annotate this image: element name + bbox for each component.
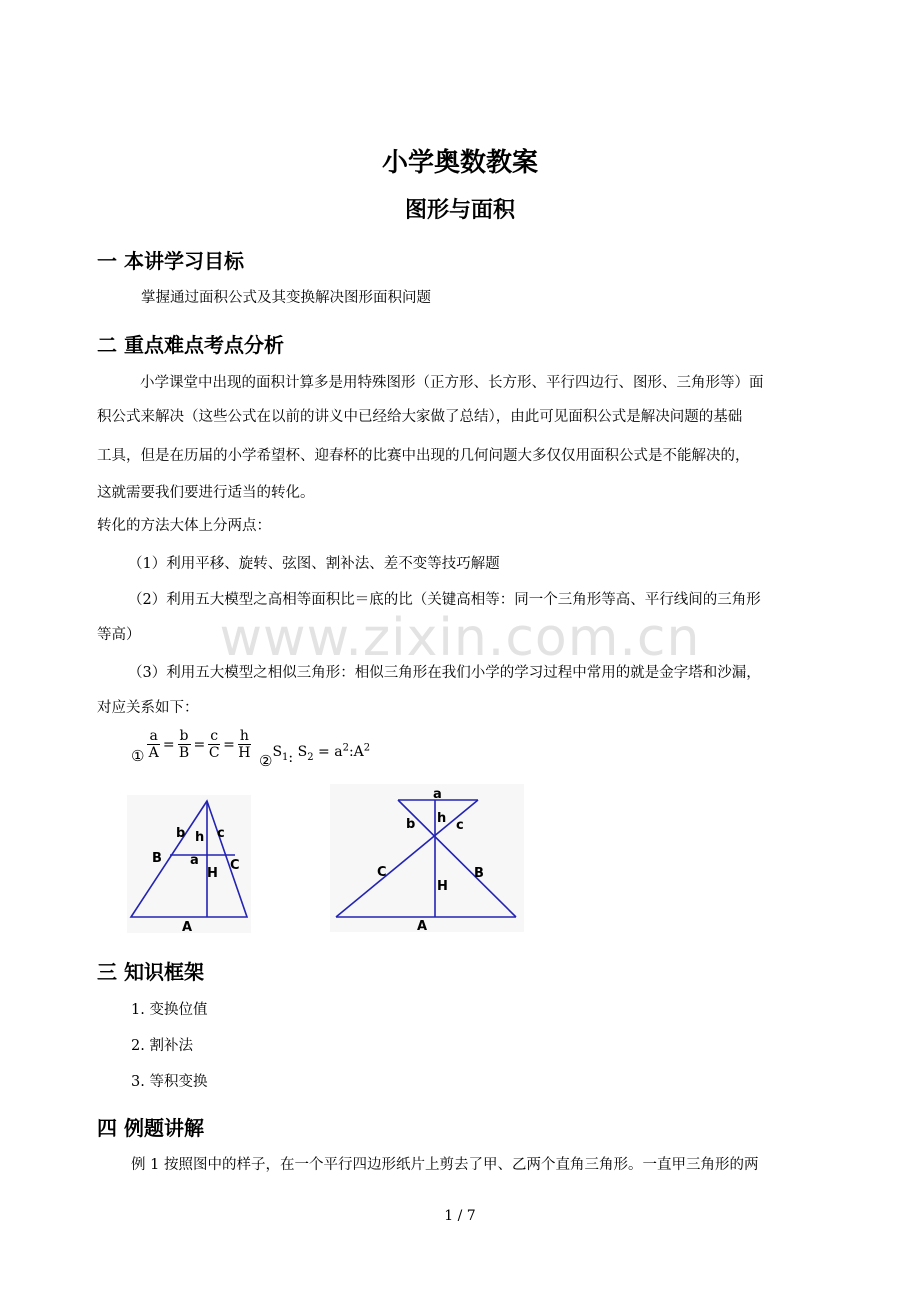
equals: = xyxy=(318,744,330,760)
equals: = xyxy=(223,737,235,753)
equals: = xyxy=(193,737,206,753)
label-a: a xyxy=(190,853,199,868)
paragraph-line: 积公式来解决（这些公式在以前的讲义中已经给大家做了总结），由此可见面积公式是解决问题的基础 xyxy=(97,409,743,425)
area-s2: S xyxy=(297,744,308,760)
section-3-heading: 三 知识框架 xyxy=(97,960,204,984)
label-h: h xyxy=(437,811,447,826)
page-number: 1 / 7 xyxy=(444,1208,476,1224)
label-b: b xyxy=(176,826,186,841)
fraction-a-A: $\frac{a}{A}$ xyxy=(148,728,159,761)
hourglass-figure xyxy=(330,784,524,932)
paragraph-line: 工具，但是在历届的小学希望杯、迎春杯的比赛中出现的几何问题大多仅仅用面积公式是不能解决的， xyxy=(97,448,750,464)
paragraph-line: 小学课堂中出现的面积计算多是用特殊图形（正方形、长方形、平行四边行、图形、三角形等）面 xyxy=(140,375,764,391)
var-a: a xyxy=(334,744,343,760)
list-item: 3. 等积变换 xyxy=(131,1074,208,1090)
circle-1: ① xyxy=(131,747,145,765)
var-A: A xyxy=(353,744,364,760)
method-2-cont: 等高） xyxy=(97,627,141,643)
method-2: （2）利用五大模型之高相等面积比＝底的比（关键高相等：同一个三角形等高、平行线间的三角形 xyxy=(128,592,761,608)
method-3-cont: 对应关系如下： xyxy=(97,700,199,716)
superscript: 2 xyxy=(363,742,371,754)
method-1: （1）利用平移、旋转、弦图、割补法、差不变等技巧解题 xyxy=(128,556,500,572)
formula-area-ratio xyxy=(259,742,371,770)
label-C: C xyxy=(230,858,240,873)
example-1-text: 例 1 按照图中的样子，在一个平行四边形纸片上剪去了甲、乙两个直角三角形。一直甲三角形的两 xyxy=(131,1157,759,1173)
document-title: 小学奥数教案 xyxy=(381,148,538,178)
section-1-text: 掌握通过面积公式及其变换解决图形面积问题 xyxy=(141,290,431,306)
formula-ratio xyxy=(131,728,251,765)
watermark: www.zixin.com.cn xyxy=(219,608,701,668)
label-a: a xyxy=(433,787,442,802)
label-b: b xyxy=(406,817,416,832)
pyramid-figure xyxy=(127,795,251,933)
method-3: （3）利用五大模型之相似三角形：相似三角形在我们小学的学习过程中常用的就是金字塔和沙漏， xyxy=(128,665,761,681)
paragraph-line: 转化的方法大体上分两点： xyxy=(97,518,271,534)
fraction-h-H: $\frac{h}{H}$ xyxy=(238,728,251,761)
list-item: 1. 变换位值 xyxy=(131,1002,208,1018)
paragraph-line: 这就需要我们要进行适当的转化。 xyxy=(97,485,315,501)
label-c: c xyxy=(217,826,225,841)
label-B: B xyxy=(152,851,162,866)
colon: : xyxy=(348,744,354,760)
label-A: A xyxy=(417,919,428,932)
label-H: H xyxy=(437,879,448,894)
label-h: h xyxy=(195,830,205,845)
section-1-heading: 一 本讲学习目标 xyxy=(97,249,244,273)
label-H: H xyxy=(207,866,218,881)
section-4-heading: 四 例题讲解 xyxy=(97,1116,204,1140)
list-item: 2. 割补法 xyxy=(131,1038,193,1054)
label-A: A xyxy=(182,920,193,933)
fraction-c-C: $\frac{c}{C}$ xyxy=(208,728,220,761)
circle-2: ② xyxy=(259,752,273,770)
label-B: B xyxy=(474,866,484,881)
fraction-b-B: $\frac{b}{B}$ xyxy=(178,728,190,761)
document-subtitle: 图形与面积 xyxy=(404,198,515,223)
area-s1: S xyxy=(272,744,283,760)
superscript: 2 xyxy=(342,742,349,754)
label-c: c xyxy=(456,818,464,833)
equals: = xyxy=(162,737,175,753)
colon: : xyxy=(288,750,294,766)
label-C: C xyxy=(377,865,387,880)
subscript: 2 xyxy=(307,751,314,763)
subscript: 1 xyxy=(282,751,289,763)
section-2-heading: 二 重点难点考点分析 xyxy=(97,333,284,357)
